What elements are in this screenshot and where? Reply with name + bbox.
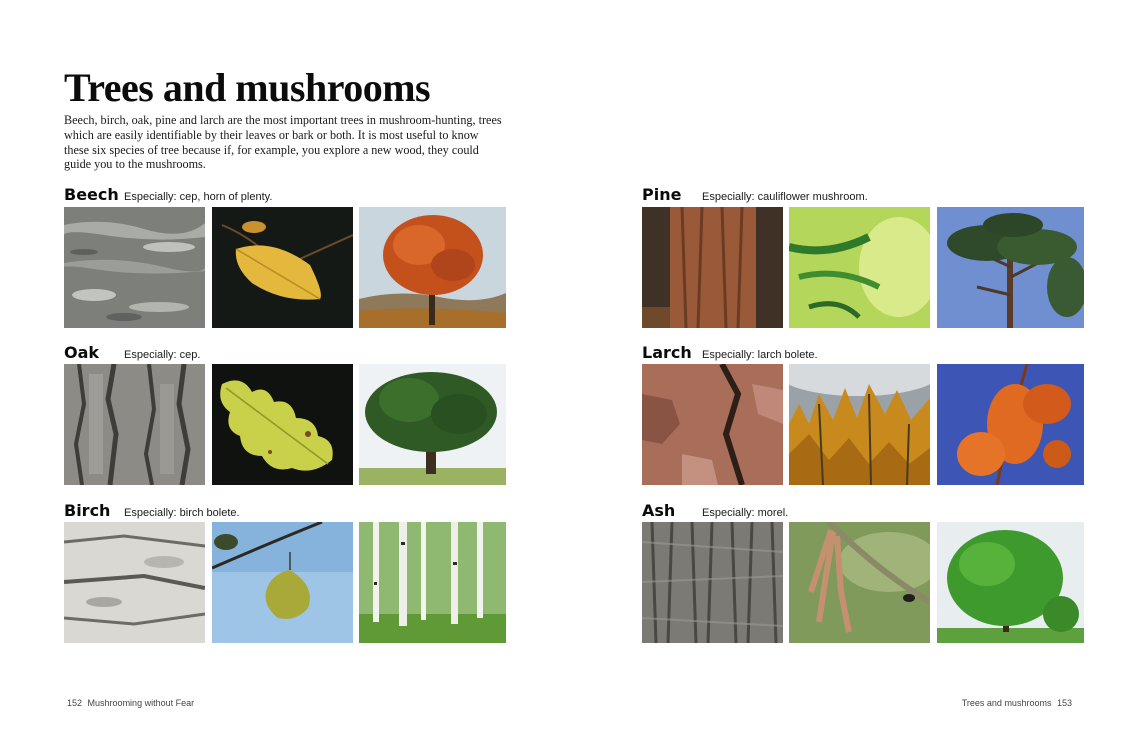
especially-note-birch: Especially: birch bolete. (124, 507, 240, 519)
photo-larch-forest-autumn (789, 364, 930, 485)
section-heading-larch (642, 343, 818, 363)
tree-name-birch: Birch (64, 501, 111, 520)
photo-larch-branch (937, 364, 1084, 485)
photo-beech-bark (64, 207, 205, 328)
especially-note-larch: Especially: larch bolete. (702, 349, 818, 361)
section-heading-oak (64, 343, 200, 363)
photo-birch-leaf (212, 522, 353, 643)
photo-pine-needles (789, 207, 930, 328)
section-heading-pine (642, 185, 868, 205)
photo-oak-bark (64, 364, 205, 485)
especially-note-pine: Especially: cauliflower mushroom. (702, 191, 868, 203)
especially-note-oak: Especially: cep. (124, 349, 201, 361)
photo-ash-tree (937, 522, 1084, 643)
photo-birch-bark (64, 522, 205, 643)
photo-birch-forest (359, 522, 506, 643)
photo-oak-tree (359, 364, 506, 485)
tree-name-pine: Pine (642, 185, 682, 204)
especially-note-beech: Especially: cep, horn of plenty. (124, 191, 273, 203)
section-heading-ash (642, 501, 788, 521)
photo-pine-bark (642, 207, 783, 328)
photo-oak-leaf (212, 364, 353, 485)
running-title-right: Trees and mushrooms (961, 698, 1052, 708)
tree-name-oak: Oak (64, 343, 100, 362)
photo-larch-bark (642, 364, 783, 485)
intro-paragraph: Beech, birch, oak, pine and larch are the most important trees in mushroom-hunting, trees which are easily identifiable by their leaves or bark or both. It is most useful to know these six species of tree because if, for example, you explore a new wood, they could guide you to the mushrooms. (64, 113, 502, 172)
photo-beech-tree-autumn (359, 207, 506, 328)
page-title: Trees and mushrooms (64, 65, 431, 110)
photo-pine-tree (937, 207, 1084, 328)
section-heading-beech (64, 185, 272, 205)
tree-name-larch: Larch (642, 343, 692, 362)
page-number-right: 153 (1056, 698, 1072, 708)
running-title-left: Mushrooming without Fear (87, 698, 195, 708)
section-heading-birch (64, 501, 240, 521)
photo-ash-bark (642, 522, 783, 643)
footer-right (962, 698, 1075, 708)
photo-ash-seeds (789, 522, 930, 643)
footer-left (64, 698, 194, 708)
tree-name-ash: Ash (642, 501, 676, 520)
especially-note-ash: Especially: morel. (702, 507, 789, 519)
photo-beech-leaf (212, 207, 353, 328)
page-number-left: 152 (67, 698, 83, 708)
tree-name-beech: Beech (64, 185, 119, 204)
